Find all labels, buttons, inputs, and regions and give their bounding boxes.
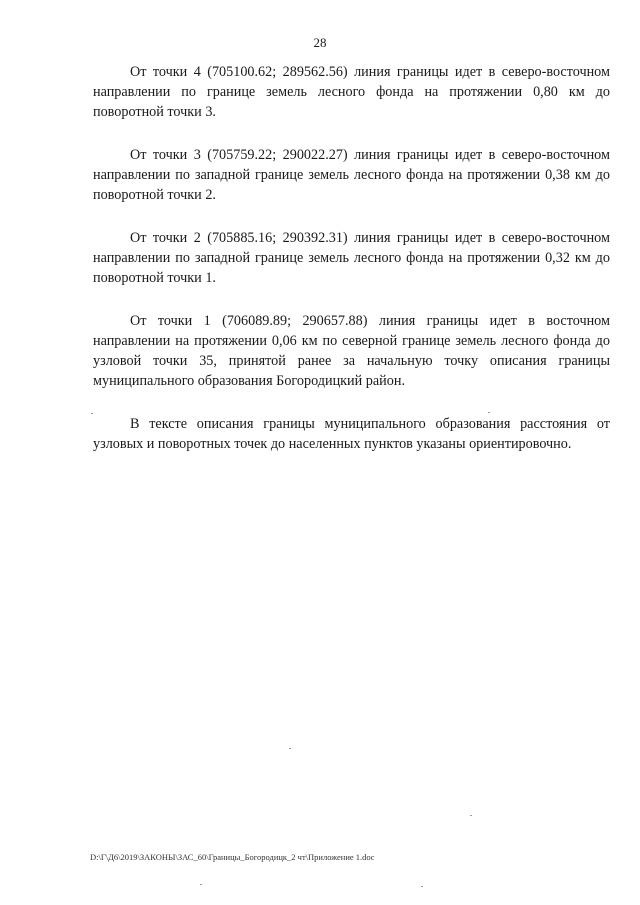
scan-speck [470,815,472,816]
paragraph-point-3: От точки 3 (705759.22; 290022.27) линия границы идет в северо-восточном направлении по западной границе земель лесного фонда на протяжении 0,38 км до поворотной точки 2. [93,147,610,203]
paragraph-point-1: От точки 1 (706089.89; 290657.88) линия границы идет в восточном направлении на протяжении 0,06 км по северной границе земель лесного фонда до узловой точки 35, принятой ранее за начальную точку описания границы муниципального образования Богородицкий район. [93,313,610,389]
footer-file-path: D:\Г\Д6\2019\ЗАКОНЫ\ЗАС_60\Границы_Богородицк_2 чт\Приложение 1.doc [90,852,375,862]
scan-speck [488,412,490,413]
scan-speck [200,884,202,885]
paragraph-distance-note: В тексте описания границы муниципального образования расстояния от узловых и поворотных точек до населенных пунктов указаны ориентировочно. [93,416,610,452]
scan-speck [289,748,291,749]
scan-speck [421,886,423,887]
scan-speck [91,413,93,414]
page-number: 28 [313,35,327,50]
document-body [93,62,610,477]
paragraph-point-4: От точки 4 (705100.62; 289562.56) линия границы идет в северо-восточном направлении по границе земель лесного фонда на протяжении 0,80 км до поворотной точки 3. [93,64,610,120]
paragraph-point-2: От точки 2 (705885.16; 290392.31) линия границы идет в северо-восточном направлении по западной границе земель лесного фонда на протяжении 0,32 км до поворотной точки 1. [93,230,610,286]
